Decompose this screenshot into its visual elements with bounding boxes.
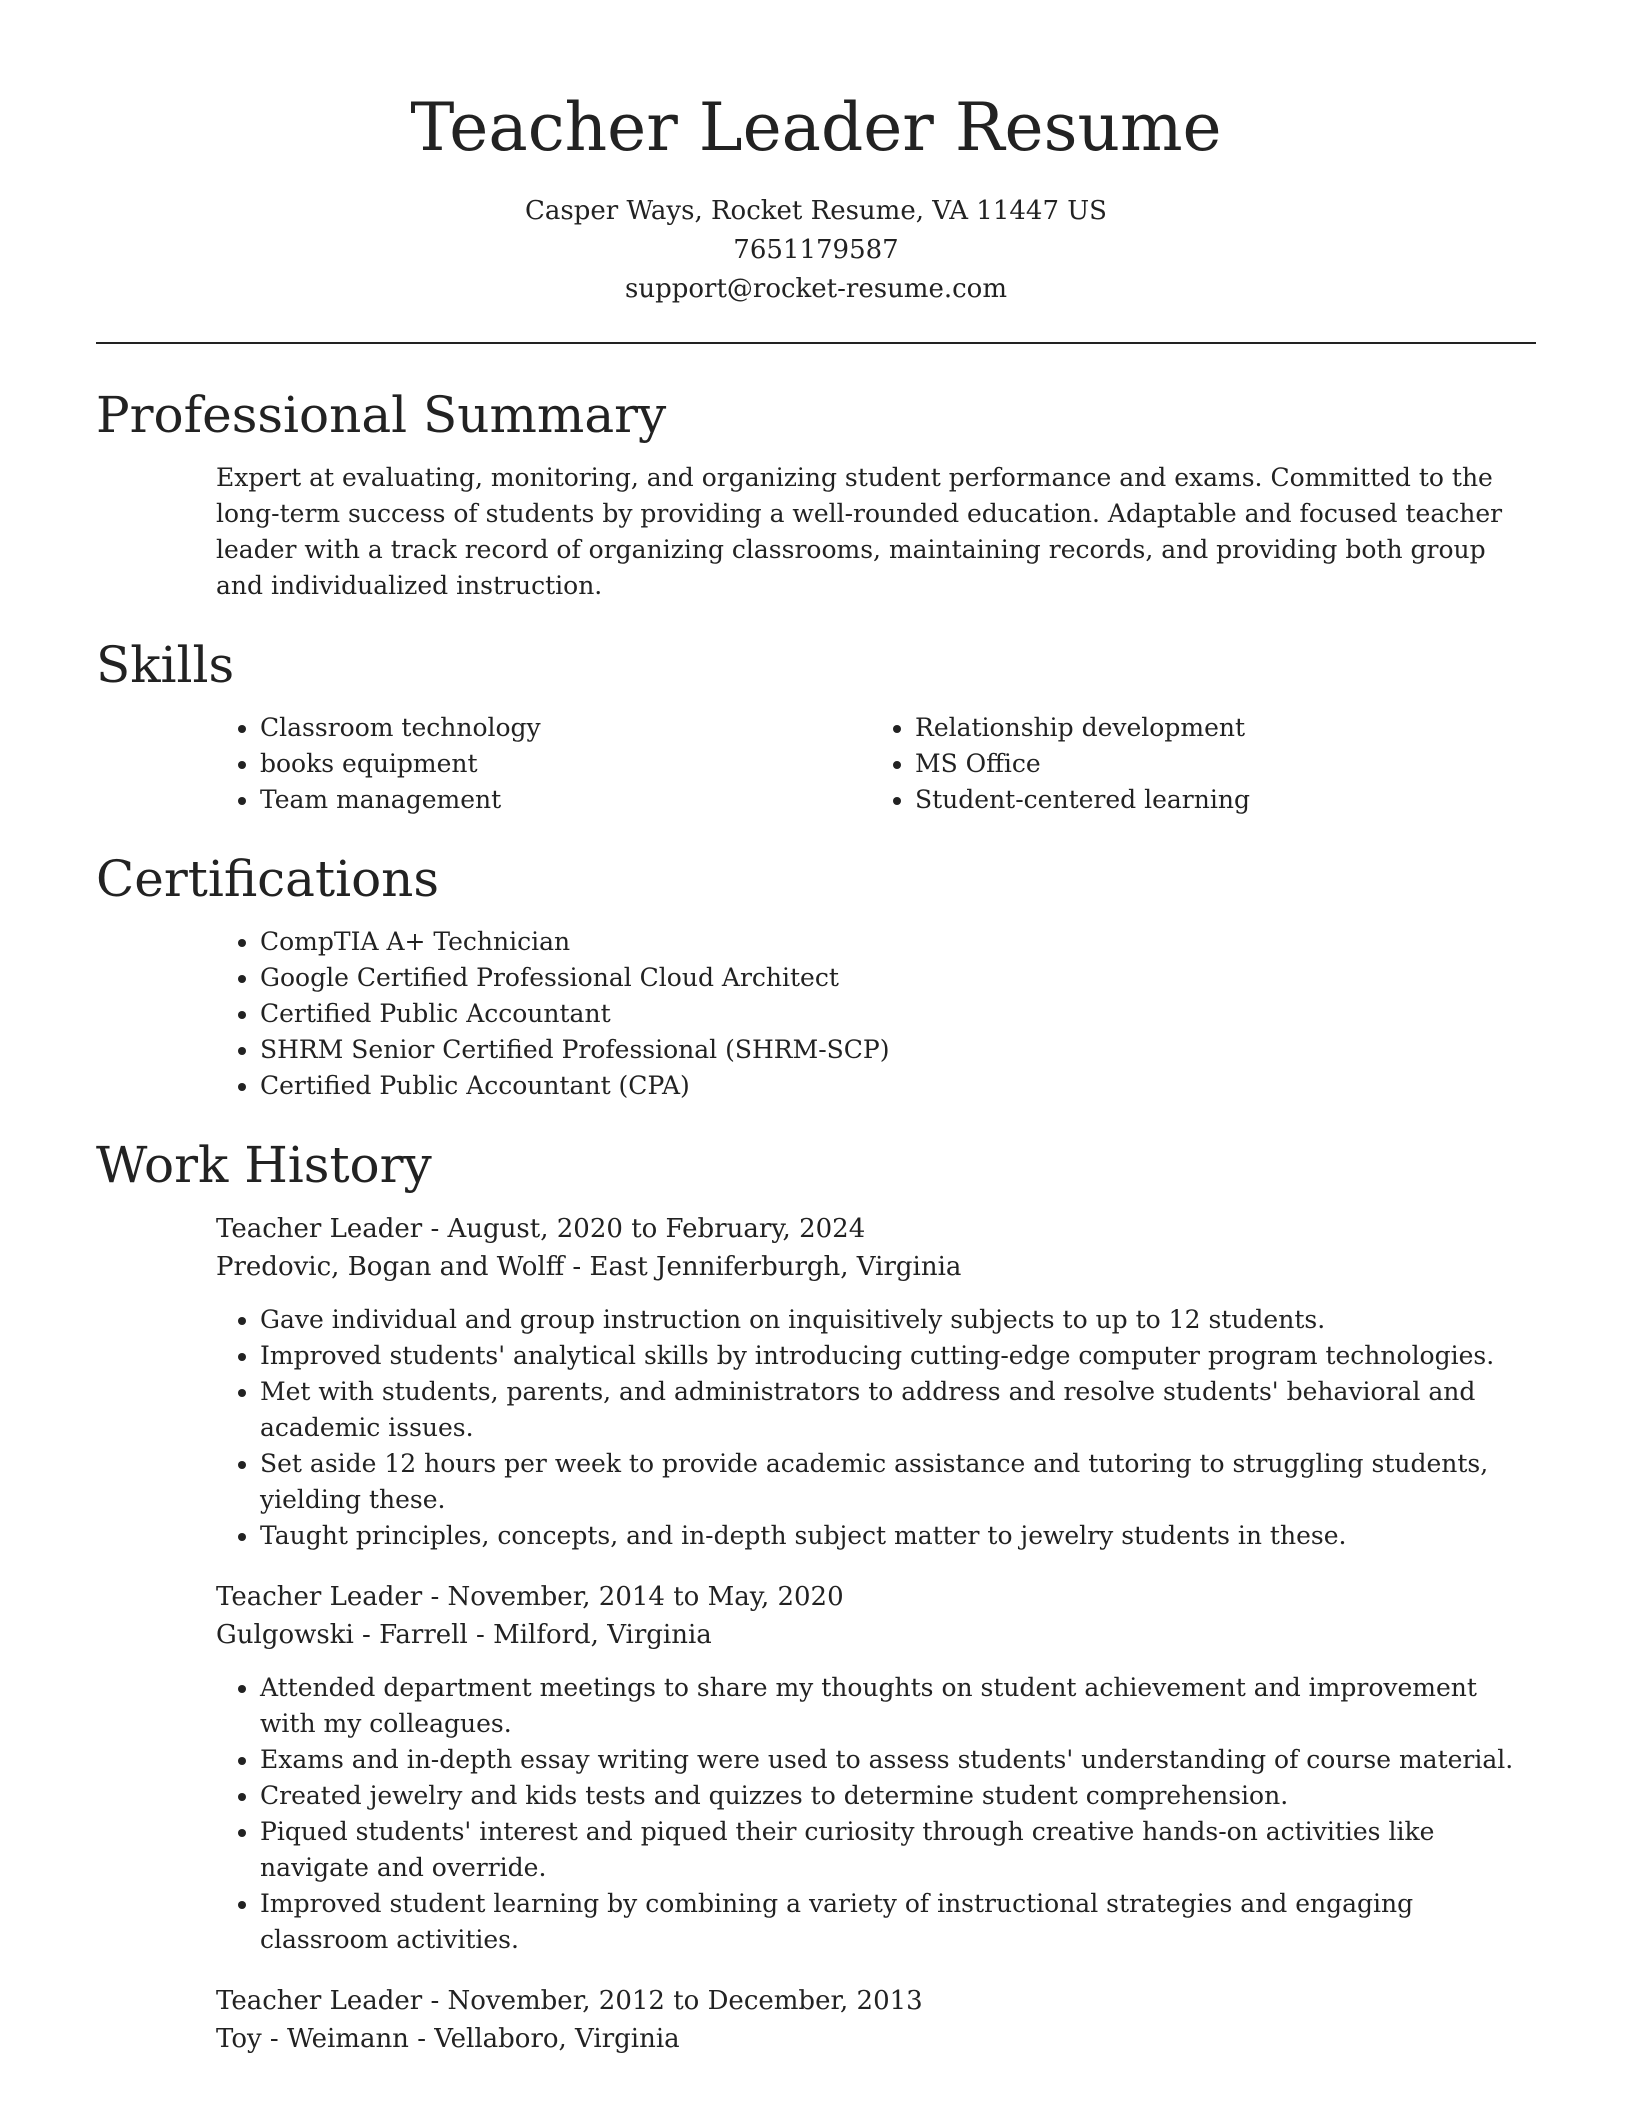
job-entry <box>216 1982 1526 2058</box>
skill-item: • MS Office <box>915 746 1526 782</box>
job-entry <box>216 1578 1526 1958</box>
certification-item: • SHRM Senior Certified Professional (SHRM-SCP) <box>260 1032 1526 1068</box>
job-company-location: Toy - Weimann - Vellaboro, Virginia <box>216 2024 680 2054</box>
job-duty-item: • Gave individual and group instruction on inquisitively subjects to up to 12 students. <box>260 1302 1526 1338</box>
job-title-dates: Teacher Leader - November, 2014 to May, 2020 <box>216 1582 844 1612</box>
skill-item: • books equipment <box>260 746 871 782</box>
work-history-section <box>96 1126 1536 2058</box>
skills-list-right <box>871 710 1526 818</box>
job-entry <box>216 1210 1526 1554</box>
summary-text: Expert at evaluating, monitoring, and organizing student performance and exams. Committed to the long-term success of students by providing a well-rounded education. Adaptable and focused teacher leader with a track record of organizing classrooms, maintaining records, and providing both group and individualized instruction. <box>216 463 1503 600</box>
job-duty-item: • Improved students' analytical skills by introducing cutting-edge computer program technologies. <box>260 1338 1526 1374</box>
job-company-location: Gulgowski - Farrell - Milford, Virginia <box>216 1620 712 1650</box>
skills-list-left <box>216 710 871 818</box>
contact-address: Casper Ways, Rocket Resume, VA 11447 US <box>524 196 1107 226</box>
certifications-block <box>216 924 1526 1104</box>
certification-item: • CompTIA A+ Technician <box>260 924 1526 960</box>
certification-item: • Google Certified Professional Cloud Architect <box>260 960 1526 996</box>
skill-item: • Relationship development <box>915 710 1526 746</box>
job-duty-item: • Piqued students' interest and piqued their curiosity through creative hands-on activities like navigate and override. <box>260 1814 1526 1886</box>
job-duty-item: • Attended department meetings to share my thoughts on student achievement and improvement with my colleagues. <box>260 1670 1526 1742</box>
skill-item: • Classroom technology <box>260 710 871 746</box>
certifications-section <box>96 840 1536 1104</box>
contact-block <box>96 192 1536 309</box>
job-company-location: Predovic, Bogan and Wolff - East Jenniferburgh, Virginia <box>216 1252 962 1282</box>
skills-section <box>96 626 1536 818</box>
certifications-list <box>216 924 1526 1104</box>
job-duty-item: • Created jewelry and kids tests and quizzes to determine student comprehension. <box>260 1778 1526 1814</box>
contact-email: support@rocket-resume.com <box>624 274 1007 304</box>
skill-item: • Team management <box>260 782 871 818</box>
job-duty-item: • Exams and in-depth essay writing were used to assess students' understanding of course material. <box>260 1742 1526 1778</box>
summary-heading: Professional Summary <box>96 386 667 444</box>
work-history-heading: Work History <box>96 1136 432 1194</box>
certification-item: • Certified Public Accountant (CPA) <box>260 1068 1526 1104</box>
job-duty-item: • Taught principles, concepts, and in-depth subject matter to jewelry students in these. <box>260 1518 1526 1554</box>
contact-phone: 7651179587 <box>733 235 899 265</box>
job-title-dates: Teacher Leader - November, 2012 to December, 2013 <box>216 1986 923 2016</box>
job-duty-item: • Improved student learning by combining a variety of instructional strategies and engaging classroom activities. <box>260 1886 1526 1958</box>
resume-header <box>96 86 1536 309</box>
skill-item: • Student-centered learning <box>915 782 1526 818</box>
summary-section <box>96 376 1536 604</box>
certifications-heading: Certifications <box>96 850 440 908</box>
job-duty-item: • Set aside 12 hours per week to provide academic assistance and tutoring to struggling students, yielding these. <box>260 1446 1526 1518</box>
job-duties-list <box>216 1302 1526 1554</box>
resume-body <box>96 376 1536 2082</box>
job-title-dates: Teacher Leader - August, 2020 to February, 2024 <box>216 1214 866 1244</box>
resume-title: Teacher Leader Resume <box>410 89 1222 166</box>
skills-heading: Skills <box>96 636 235 694</box>
certification-item: • Certified Public Accountant <box>260 996 1526 1032</box>
skills-columns <box>216 710 1526 818</box>
header-divider <box>96 342 1536 344</box>
job-duty-item: • Met with students, parents, and administrators to address and resolve students' behavioral and academic issues. <box>260 1374 1526 1446</box>
job-duties-list <box>216 1670 1526 1958</box>
